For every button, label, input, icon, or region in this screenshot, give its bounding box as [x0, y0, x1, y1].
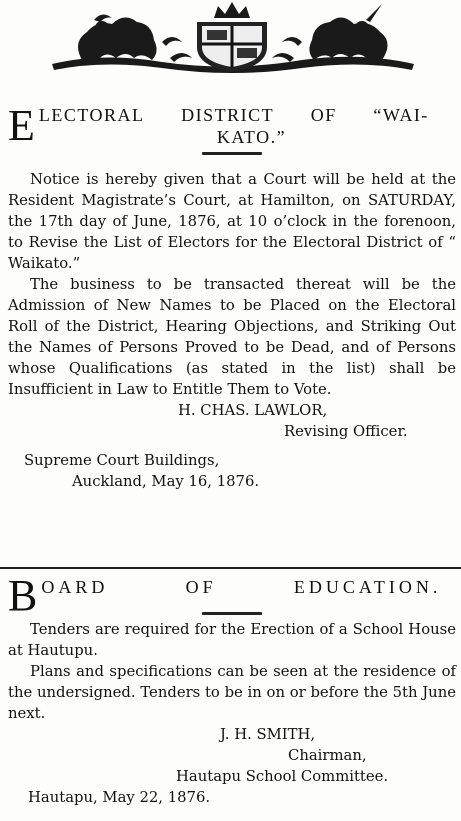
electoral-notice: [8, 101, 456, 492]
notice-date: Hautapu, May 22, 1876.: [28, 789, 211, 806]
short-rule: [202, 612, 262, 615]
notice-heading: [8, 571, 456, 620]
drop-cap: E: [8, 101, 35, 150]
notice-paragraph: Tenders are required for the Erection of a School House at Hautupu.: [8, 621, 456, 659]
drop-cap: B: [8, 571, 38, 620]
notice-place: Supreme Court Buildings,: [24, 452, 220, 469]
heading-word: “WAI-: [373, 105, 429, 125]
heading-word: OARD: [41, 577, 109, 597]
notice-paragraph: Notice is hereby given that a Court will be held at the Resident Magistrate’s Court, at Hamilton, on SATURDAY, the 17th day of June, 1876, at 10 o’clock in the forenoon, to Revise the List of Electors for the Electoral District of “ Waikato.”: [8, 171, 456, 272]
heading-line-2: KATO.”: [216, 127, 287, 147]
notice-paragraph: The business to be transacted thereat will be the Admission of New Names to be Placed on the Electoral Roll of the District, Hearing Objections, and Striking Out the Names of Persons Proved to be Dead, and of Persons whose Qualifications (as stated in the list) shall be Insufficient in Law to Entitle Them to Vote.: [8, 276, 456, 398]
signer-name: J. H. SMITH,: [220, 726, 316, 743]
short-rule: [202, 152, 262, 155]
section-divider: [0, 567, 461, 569]
signer-title: Revising Officer.: [284, 423, 408, 440]
heading-word: OF: [185, 577, 217, 597]
notice-paragraph: Plans and specifications can be seen at the residence of the undersigned. Tenders to be in on or before the 5th June next.: [8, 663, 456, 722]
heading-word: LECTORAL: [38, 105, 145, 125]
notice-date: Auckland, May 16, 1876.: [72, 473, 260, 490]
committee-name: Hautapu School Committee.: [176, 768, 389, 785]
signer-name: H. CHAS. LAWLOR,: [178, 402, 328, 419]
notice-heading: [8, 101, 456, 150]
heading-word: EDUCATION.: [293, 577, 442, 597]
royal-coat-of-arms-crest: [42, 2, 422, 74]
heading-word: DISTRICT: [181, 105, 275, 125]
education-notice: [8, 571, 456, 808]
heading-word: OF: [310, 105, 337, 125]
signer-title: Chairman,: [288, 747, 367, 764]
